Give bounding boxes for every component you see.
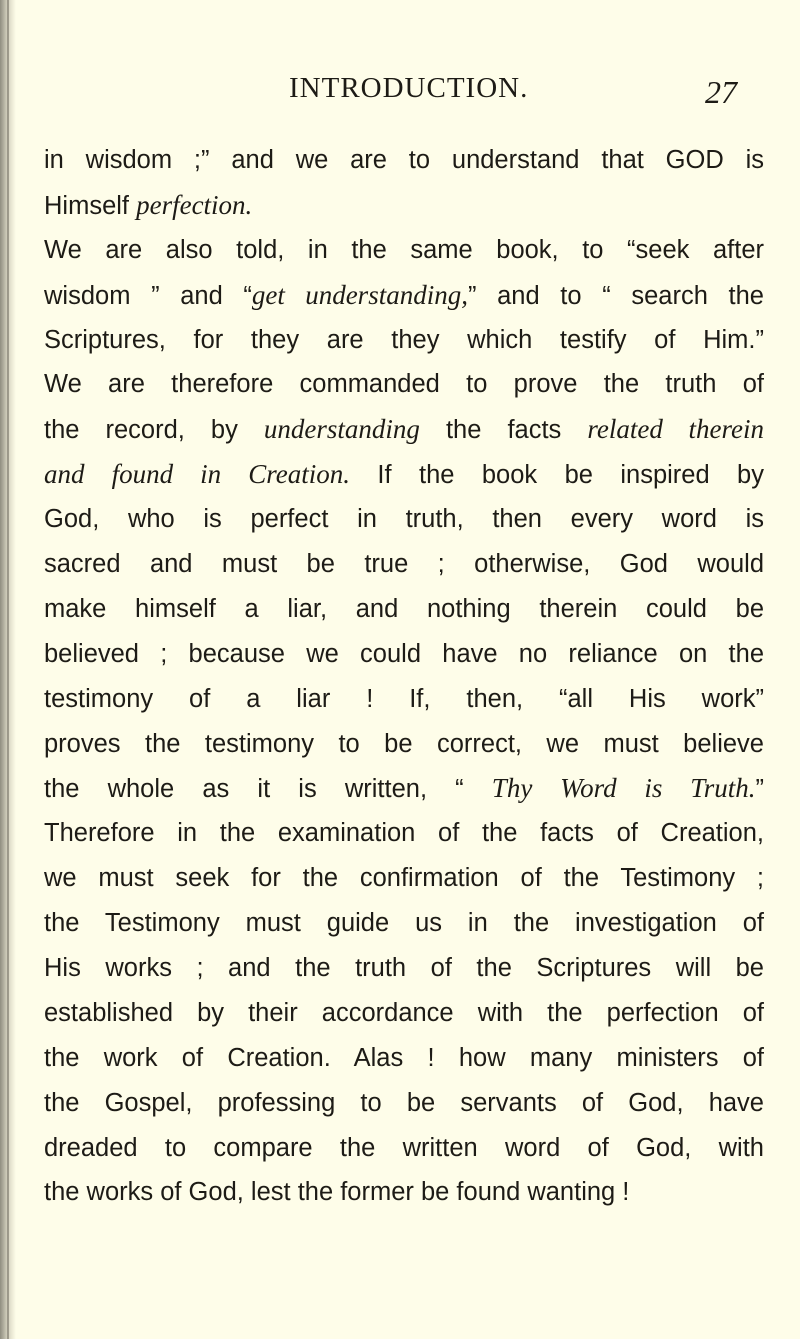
text-run: We are therefore commanded to prove the truth of	[44, 370, 764, 399]
text-line	[44, 587, 764, 632]
text-line	[44, 991, 764, 1036]
text-line	[44, 722, 764, 767]
text-line	[44, 1036, 764, 1081]
text-line	[44, 766, 764, 811]
text-line	[44, 318, 764, 363]
text-run: His works ; and the truth of the Scriptures will be	[44, 954, 764, 983]
text-run: we must seek for the confirmation of the Testimony ;	[44, 864, 764, 893]
text-run: We are also told, in the same book, to “seek after	[44, 235, 764, 264]
text-line	[44, 1126, 764, 1171]
italic-text: related therein	[587, 414, 765, 445]
text-line	[44, 497, 764, 542]
italic-text: and found in Creation.	[44, 459, 350, 490]
text-run: the Testimony must guide us in the investigation of	[44, 909, 764, 938]
text-line	[44, 228, 764, 273]
text-run: sacred and must be true ; otherwise, God would	[44, 550, 764, 579]
text-line	[44, 362, 764, 407]
text-run: the Gospel, professing to be servants of God, have	[44, 1088, 764, 1117]
italic-text: Thy Word is Truth.	[491, 773, 756, 804]
page-header	[0, 62, 800, 112]
body-text	[44, 138, 764, 1215]
text-run: wisdom ” and “	[44, 281, 252, 310]
text-run: Himself	[44, 191, 137, 220]
text-line	[44, 1081, 764, 1126]
text-run: the work of Creation. Alas ! how many ministers of	[44, 1043, 764, 1072]
text-run: the whole as it is written, “	[44, 775, 492, 804]
text-line	[44, 856, 764, 901]
italic-text: get understanding,	[251, 279, 468, 310]
text-line	[44, 1170, 764, 1215]
text-line	[44, 183, 764, 228]
text-line	[44, 542, 764, 587]
page-number: 27	[705, 74, 737, 110]
text-run: Therefore in the examination of the facts of Creation,	[44, 819, 764, 848]
text-line	[44, 946, 764, 991]
text-line	[44, 901, 764, 946]
text-run: ” and to “ search the	[467, 281, 764, 310]
page-binding-line	[7, 0, 9, 1339]
text-line	[44, 452, 764, 497]
text-run: established by their accordance with the perfection of	[44, 998, 764, 1027]
text-run: ”	[755, 775, 765, 804]
text-run: the record, by	[44, 416, 264, 445]
text-run: dreaded to compare the written word of God, with	[44, 1133, 764, 1162]
text-line	[44, 273, 764, 318]
text-run: proves the testimony to be correct, we must believe	[44, 729, 764, 758]
italic-text: perfection.	[136, 189, 253, 220]
text-run: the works of God, lest the former be found wanting !	[44, 1178, 630, 1207]
text-run: make himself a liar, and nothing therein could be	[44, 594, 764, 623]
text-line	[44, 632, 764, 677]
text-line	[44, 677, 764, 722]
text-run: God, who is perfect in truth, then every word is	[44, 505, 764, 534]
text-run: believed ; because we could have no reliance on the	[44, 639, 764, 668]
text-line	[44, 138, 764, 183]
running-head: INTRODUCTION.	[289, 72, 529, 104]
text-run: If the book be inspired by	[350, 461, 764, 490]
text-run: testimony of a liar ! If, then, “all His work”	[44, 684, 764, 713]
text-run: the facts	[419, 416, 588, 445]
italic-text: understanding	[263, 414, 420, 445]
text-run: Scriptures, for they are they which testify of Him.”	[44, 325, 764, 354]
text-run: in wisdom ;” and we are to understand that GOD is	[44, 146, 764, 174]
text-line	[44, 407, 764, 452]
text-line	[44, 811, 764, 856]
